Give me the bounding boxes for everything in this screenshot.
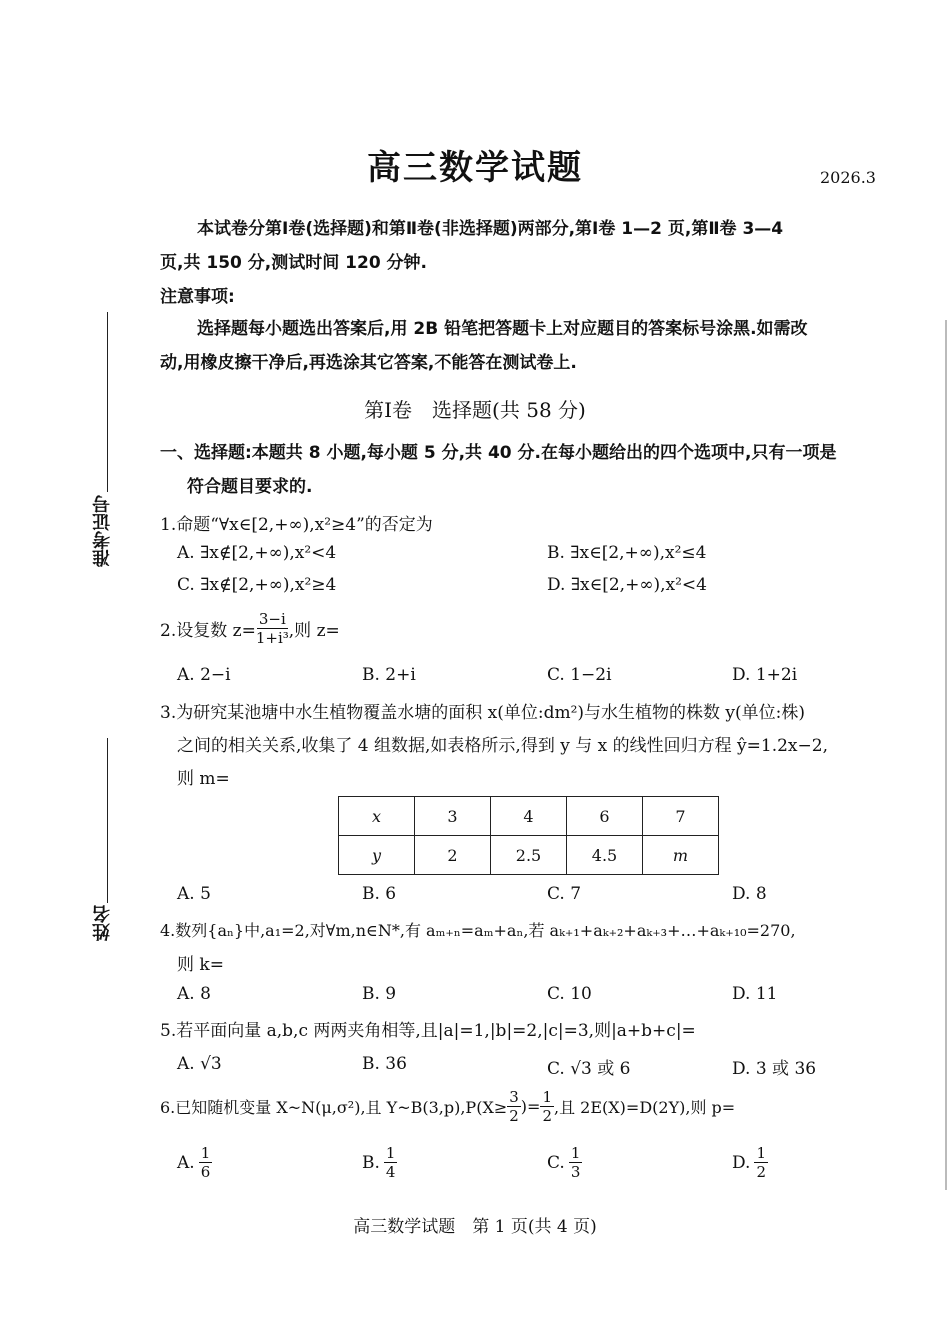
q6-option-a: A. $\frac{1}{6}$ bbox=[177, 1144, 211, 1181]
table-cell: 4.5 bbox=[567, 836, 643, 875]
page-title: 高三数学试题 bbox=[367, 148, 583, 188]
notice-line-2: 动,用橡皮擦干净后,再选涂其它答案,不能答在测试卷上. bbox=[160, 353, 577, 373]
q5-option-d: D. 3 或 36 bbox=[732, 1059, 817, 1079]
name-line bbox=[107, 738, 108, 903]
table-cell: 2 bbox=[415, 836, 491, 875]
q1-option-d: D. ∃x∈[2,+∞),x²<4 bbox=[547, 575, 707, 595]
table-row bbox=[339, 797, 719, 836]
q5-option-b: B. 36 bbox=[362, 1054, 407, 1074]
q2-option-c: C. 1−2i bbox=[547, 665, 612, 685]
q1-option-b: B. ∃x∈[2,+∞),x²≤4 bbox=[547, 543, 707, 563]
q6-option-b: B. $\frac{1}{4}$ bbox=[362, 1144, 396, 1181]
table-cell: 6 bbox=[567, 797, 643, 836]
q2-fraction bbox=[256, 610, 289, 647]
part1-line-2: 符合题目要求的. bbox=[187, 477, 313, 497]
q5-option-c: C. √3 或 6 bbox=[547, 1059, 631, 1079]
q2-option-b: B. 2+i bbox=[362, 665, 416, 685]
q3-option-c: C. 7 bbox=[547, 884, 582, 904]
q3-line-3: 则 m= bbox=[177, 769, 230, 789]
notice-line-1: 选择题每小题选出答案后,用 2B 铅笔把答题卡上对应题目的答案标号涂黑.如需改 bbox=[197, 319, 808, 339]
q1-stem: 1.命题“∀x∈[2,+∞),x²≥4”的否定为 bbox=[160, 515, 433, 535]
page-footer: 高三数学试题 第 1 页(共 4 页) bbox=[353, 1217, 597, 1237]
q6-fraction-1 bbox=[507, 1088, 521, 1125]
q3-option-b: B. 6 bbox=[362, 884, 397, 904]
q3-option-d: D. 8 bbox=[732, 884, 767, 904]
exam-date: 2026.3 bbox=[820, 168, 876, 187]
q6-option-c: C. $\frac{1}{3}$ bbox=[547, 1144, 581, 1181]
table-cell: 4 bbox=[491, 797, 567, 836]
q4-option-a: A. 8 bbox=[177, 984, 211, 1004]
table-cell: 2.5 bbox=[491, 836, 567, 875]
q2-suffix: ,则 z= bbox=[288, 621, 340, 641]
q2-denominator: 1+i³ bbox=[255, 629, 289, 647]
q3-data-table bbox=[338, 796, 719, 875]
intro-line-2: 页,共 150 分,测试时间 120 分钟. bbox=[160, 253, 428, 273]
q5-option-a: A. √3 bbox=[177, 1054, 222, 1074]
q6-fraction-2 bbox=[540, 1088, 554, 1125]
section-title: 第Ⅰ卷 选择题(共 58 分) bbox=[364, 398, 586, 422]
exam-id-label: 准考证号 bbox=[92, 495, 113, 567]
q4-line-1: 4.数列{aₙ}中,a₁=2,对∀m,n∈N*,有 aₘ₊ₙ=aₘ+aₙ,若 aₖ₊₁+aₖ₊₂+aₖ₊₃+…+aₖ₊₁₀=270, bbox=[160, 921, 796, 940]
q6-prefix: 6.已知随机变量 X~N(μ,σ²),且 Y~B(3,p),P(X≥ bbox=[160, 1098, 508, 1117]
right-edge-border bbox=[945, 320, 947, 1190]
q1-option-a: A. ∃x∉[2,+∞),x²<4 bbox=[177, 543, 337, 563]
q3-option-a: A. 5 bbox=[177, 884, 211, 904]
table-cell: y bbox=[339, 836, 415, 875]
q6-suffix: ,且 2E(X)=D(2Y),则 p= bbox=[554, 1098, 736, 1117]
name-label: 姓名 bbox=[92, 905, 113, 941]
q6-f2-denominator: 2 bbox=[542, 1107, 552, 1125]
q2-option-d: D. 1+2i bbox=[732, 665, 798, 685]
q5-stem: 5.若平面向量 a,b,c 两两夹角相等,且|a|=1,|b|=2,|c|=3,则|a+b+c|= bbox=[160, 1021, 696, 1041]
table-cell: x bbox=[339, 797, 415, 836]
table-cell: m bbox=[643, 836, 719, 875]
q6-mid: )= bbox=[520, 1097, 541, 1116]
q2-stem bbox=[160, 610, 340, 647]
table-cell: 3 bbox=[415, 797, 491, 836]
table-cell: 7 bbox=[643, 797, 719, 836]
q6-stem bbox=[160, 1088, 735, 1125]
q4-line-2: 则 k= bbox=[177, 955, 224, 975]
q3-line-2: 之间的相关关系,收集了 4 组数据,如表格所示,得到 y 与 x 的线性回归方程 ŷ=1.2x−2, bbox=[177, 736, 828, 756]
q6-f1-numerator: 3 bbox=[509, 1088, 519, 1106]
q2-option-a: A. 2−i bbox=[177, 665, 231, 685]
q6-f2-numerator: 1 bbox=[542, 1088, 552, 1106]
q4-option-c: C. 10 bbox=[547, 984, 592, 1004]
q6-f1-denominator: 2 bbox=[509, 1107, 519, 1125]
intro-line-1: 本试卷分第Ⅰ卷(选择题)和第Ⅱ卷(非选择题)两部分,第Ⅰ卷 1—2 页,第Ⅱ卷 3—4 bbox=[197, 219, 784, 239]
q3-line-1: 3.为研究某池塘中水生植物覆盖水塘的面积 x(单位:dm²)与水生植物的株数 y(单位:株) bbox=[160, 703, 806, 723]
table-row bbox=[339, 836, 719, 875]
q2-numerator: 3−i bbox=[258, 610, 286, 628]
q4-option-d: D. 11 bbox=[732, 984, 778, 1004]
q6-option-d: D. $\frac{1}{2}$ bbox=[732, 1144, 766, 1181]
q1-option-c: C. ∃x∉[2,+∞),x²≥4 bbox=[177, 575, 337, 595]
q2-prefix: 2.设复数 z= bbox=[160, 621, 256, 641]
q4-option-b: B. 9 bbox=[362, 984, 397, 1004]
notice-heading: 注意事项: bbox=[160, 287, 235, 307]
part1-line-1: 一、选择题:本题共 8 小题,每小题 5 分,共 40 分.在每小题给出的四个选项中,只有一项是 bbox=[160, 443, 837, 463]
